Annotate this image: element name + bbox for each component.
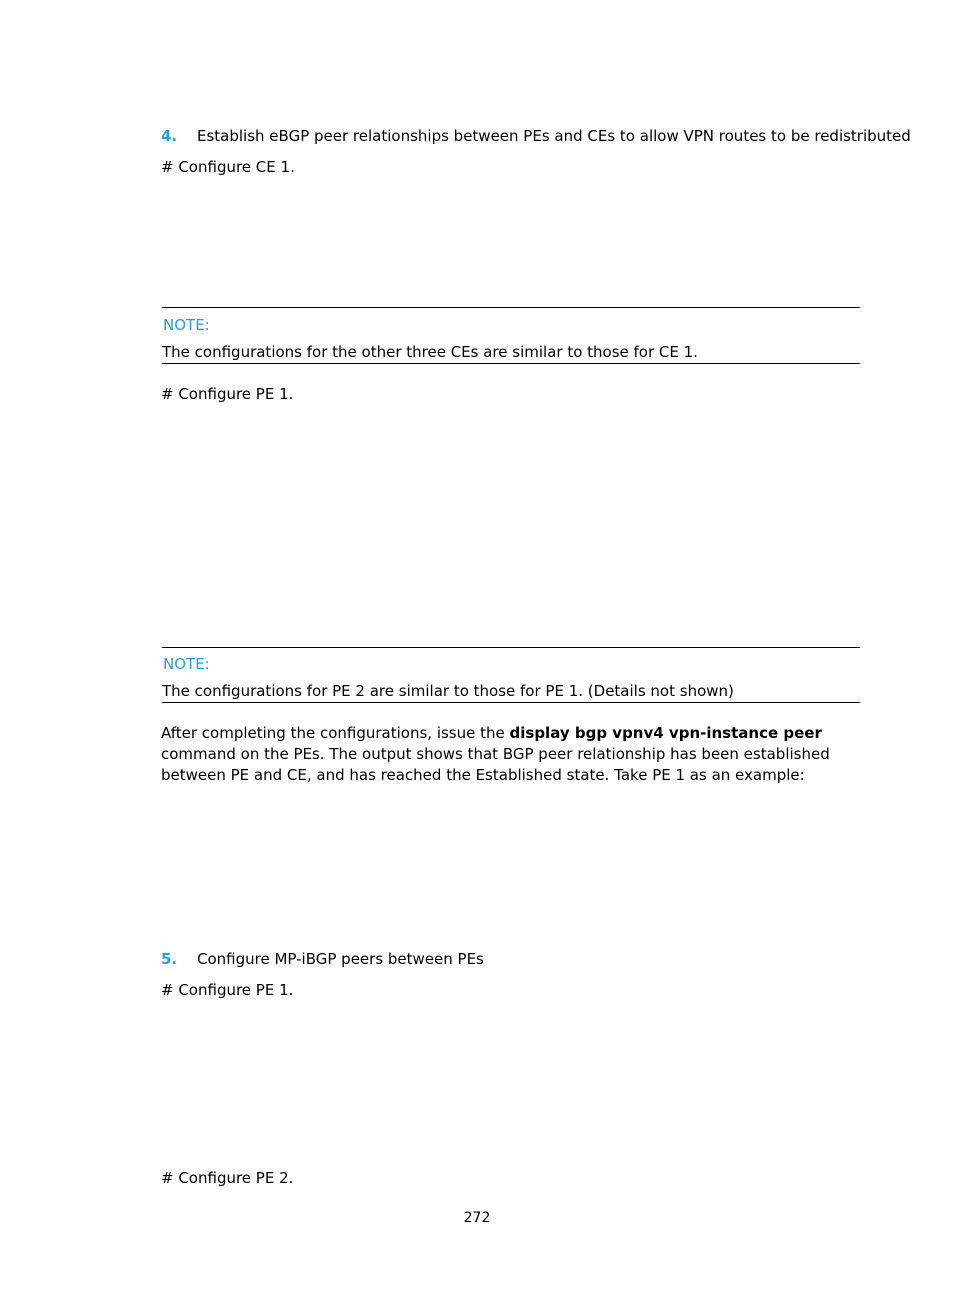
display-command: display bgp vpnv4 vpn-instance peer [509, 724, 822, 742]
note-2-label: NOTE: [163, 655, 210, 673]
step-4-number: 4. [161, 127, 178, 145]
configure-pe2-text: # Configure PE 2. [161, 1169, 294, 1187]
page-number: 272 [463, 1210, 491, 1226]
note-2-bottom-rule [162, 702, 860, 703]
step-4-heading: Establish eBGP peer relationships between PEs and CEs to allow VPN routes to be redistributed [197, 127, 911, 145]
configure-pe1-text: # Configure PE 1. [161, 385, 294, 403]
note-1-bottom-rule [162, 363, 860, 364]
after-para-after: command on the PEs. The output shows that BGP peer relationship has been established between PE and CE, and has reached the Established state. Take PE 1 as an example: [161, 745, 830, 784]
step-5-heading: Configure MP-iBGP peers between PEs [197, 950, 484, 968]
after-para-before: After completing the configurations, issue the [161, 724, 510, 742]
step-5-number: 5. [161, 950, 178, 968]
configure-pe1-text-2: # Configure PE 1. [161, 981, 294, 999]
note-1-top-rule [162, 307, 860, 308]
note-1-label: NOTE: [163, 316, 210, 334]
note-2-top-rule [162, 647, 860, 648]
note-1-text: The configurations for the other three CEs are similar to those for CE 1. [162, 343, 698, 361]
configure-ce1-text: # Configure CE 1. [161, 158, 295, 176]
after-config-paragraph [161, 723, 873, 786]
note-2-text: The configurations for PE 2 are similar to those for PE 1. (Details not shown) [162, 682, 734, 700]
